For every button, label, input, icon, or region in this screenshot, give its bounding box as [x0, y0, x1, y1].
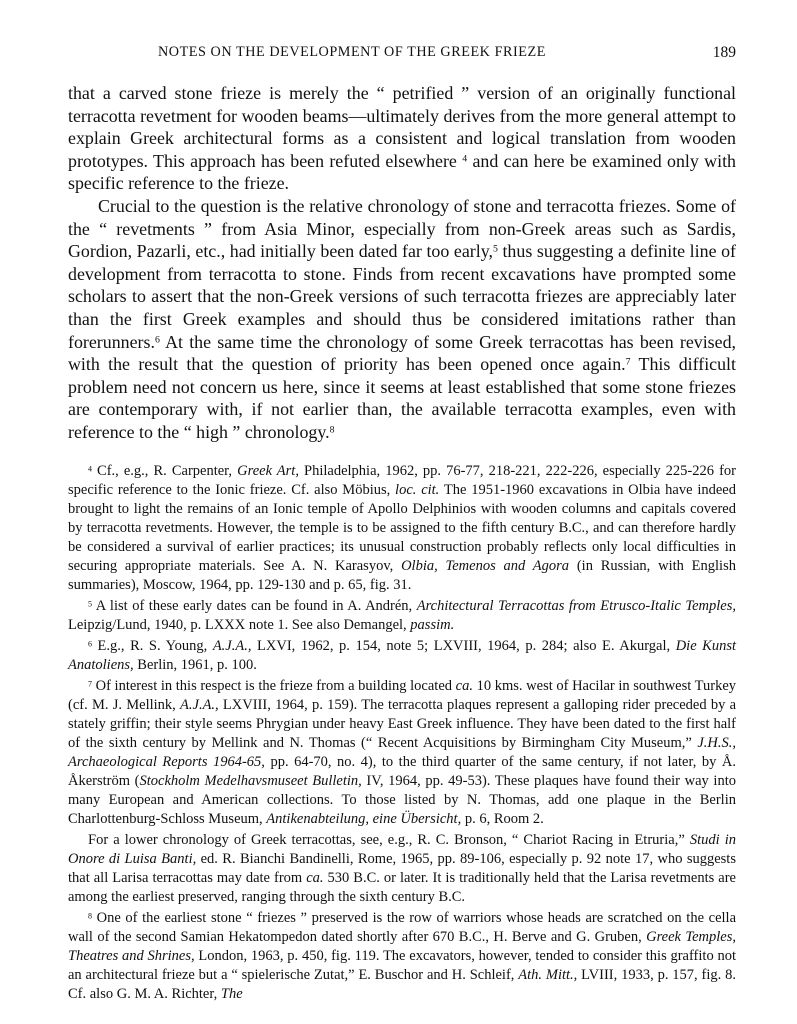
citation-title: Greek Temples, Theatres and Shrines,	[68, 929, 736, 964]
footnote-5-number: 5	[88, 599, 92, 609]
paragraph-2-text-c: At the same time the chronology of some Greek terracottas has been revised, with the result that the question of priority has been opened once again.	[68, 331, 736, 375]
citation-title: Olbia, Temenos and Agora	[401, 558, 570, 574]
footnote-4	[68, 462, 736, 595]
citation-title: Studi in Onore di Luisa Banti,	[68, 832, 736, 867]
note-ref-7: 7	[625, 356, 631, 368]
footnote-text: ed. R. Bianchi Bandinelli, Rome, 1965, pp. 89-106, especially p. 92 note 17, who suggests that all Larisa terracottas may date from	[68, 851, 736, 886]
note-ref-4: 4	[462, 153, 468, 165]
body-text	[68, 82, 736, 444]
paragraph-2	[68, 195, 736, 444]
running-title: NOTES ON THE DEVELOPMENT OF THE GREEK FRIEZE	[158, 44, 546, 60]
citation-title: Greek Art,	[237, 463, 299, 479]
page-number: 189	[712, 44, 736, 61]
citation-title: Die Kunst Anatoliens,	[68, 638, 737, 673]
footnote-text: Philadelphia, 1962, pp. 76-77, 218-221, 222-226, especially 225-226 for specific reference to the Ionic frieze. Cf. also Möbius,	[68, 463, 736, 498]
citation-title: loc. cit.	[395, 482, 440, 498]
footnote-7-number: 7	[88, 679, 92, 689]
footnote-text: For a lower chronology of Greek terracottas, see, e.g., R. C. Bronson, “ Chariot Racing in Etruria,”	[88, 832, 690, 848]
citation-title: A.J.A.,	[212, 638, 252, 654]
paragraph-2-text-a: Crucial to the question is the relative chronology of stone and terracotta friezes. Some of the “ revetments ” from Asia Minor, especially from non-Greek areas such as Sardis, Gordion, Pazarli, etc., had initially been dated far too early,	[68, 195, 736, 262]
note-ref-8: 8	[329, 424, 335, 436]
footnote-4-number: 4	[88, 464, 92, 474]
footnote-text: 530 B.C. or later. It is traditionally held that the Larisa revetments are among the earliest preserved, ranging through the sixth century B.C.	[68, 870, 736, 905]
paragraph-1	[68, 82, 736, 195]
footnote-6	[68, 637, 736, 675]
footnote-8	[68, 909, 736, 1004]
note-ref-6: 6	[154, 334, 160, 346]
footnote-text: IV, 1964, pp. 49-53). These plaques have found their way into many European and American collections. To those listed by N. Thomas, add one plaque in the Berlin Charlottenburg-Schloss Museum,	[68, 773, 736, 827]
footnote-text: Cf., e.g., R. Carpenter,	[91, 463, 238, 479]
footnote-text: A list of these early dates can be found in A. Andrén,	[91, 598, 417, 614]
citation-title: Architectural Terracottas from Etrusco-Italic Temples,	[416, 598, 736, 614]
footnote-5	[68, 597, 736, 635]
citation-title: Ath. Mitt.,	[518, 967, 578, 983]
footnote-7	[68, 677, 736, 829]
footnote-6-number: 6	[88, 639, 92, 649]
paragraph-2-text-d: This difficult problem need not concern us here, since it seems at least established that some stone friezes are contemporary with, if not earlier than, the available terracotta examples, even with reference to the “ high ” chronology.	[68, 354, 736, 442]
citation-title: The	[220, 986, 243, 1002]
footnote-text: 10 kms. west of Hacilar in southwest Turkey (cf. M. J. Mellink,	[68, 678, 737, 713]
running-header	[68, 44, 736, 66]
note-ref-5: 5	[492, 243, 498, 255]
footnote-text: The 1951-1960 excavations in Olbia have indeed brought to light the remains of an Ionic temple of Apollo Delphinios with wooden columns and capitals covered by terracotta revetments. However, the temple is to be assigned to the fifth century B.C., and can therefore hardly be considered a survival of earlier practices; its unusual construction probably reflects only local difficulties in securing appropriate materials. See A. N. Karasyov,	[68, 482, 736, 574]
footnote-text: London, 1963, p. 450, fig. 119. The excavators, however, tended to consider this graffito not an architectural frieze but a “ spielerische Zutat,” E. Buschor and H. Schleif,	[68, 948, 736, 983]
footnote-text: LVIII, 1933, p. 157, fig. 8. Cf. also G. M. A. Richter,	[68, 967, 736, 1002]
footnote-text: (in Russian, with English summaries), Moscow, 1964, pp. 129-130 and p. 65, fig. 31.	[68, 558, 736, 593]
footnote-8-number: 8	[88, 911, 92, 921]
citation-title: passim.	[410, 617, 455, 633]
footnote-text: p. 6, Room 2.	[461, 811, 544, 827]
footnote-text: Leipzig/Lund, 1940, p. LXXX note 1. See also Demangel,	[68, 617, 411, 633]
citation-title: A.J.A.,	[180, 697, 219, 713]
paragraph-1-text-b: and can here be examined only with specific reference to the frieze.	[68, 150, 736, 194]
footnote-text: LXVI, 1962, p. 154, note 5; LXVIII, 1964, p. 284; also E. Akurgal,	[251, 638, 676, 654]
citation-title: ca.	[455, 678, 473, 694]
footnote-text: LXVIII, 1964, p. 159). The terracotta plaques represent a galloping rider preceded by a stately griffin; their style seems Phrygian under heavy East Greek influence. They have been dated to the first half of the sixth century by Mellink and N. Thomas (“ Recent Acquisitions by Birmingham City Museum,”	[68, 697, 736, 751]
footnote-text: Of interest in this respect is the frieze from a building located	[91, 678, 456, 694]
footnote-text: pp. 64-70, no. 4), to the third quarter of the same century, if not later, by Å. Åkerström (	[68, 754, 736, 789]
footnote-text: One of the earliest stone “ friezes ” preserved is the row of warriors whose heads are scratched on the cella wall of the second Samian Hekatompedon dated shortly after 670 B.C., H. Berve and G. Gruben,	[68, 910, 736, 945]
footnote-text: Berlin, 1961, p. 100.	[133, 657, 257, 673]
footnote-text: E.g., R. S. Young,	[91, 638, 213, 654]
paragraph-1-text-a: that a carved stone frieze is merely the “ petrified ” version of an originally functional terracotta revetment for wooden beams—ultimately derives from the more general attempt to explain Greek architectural forms as a consistent and logical translation from wooden prototypes. This approach has been refuted elsewhere	[68, 83, 736, 171]
citation-title: Antikenabteilung, eine Übersicht,	[266, 811, 462, 827]
footnote-7-continued	[68, 831, 736, 907]
paragraph-2-text-b: thus suggesting a definite line of development from terracotta to stone. Finds from recent excavations have prompted some scholars to assert that the non-Greek versions of such terracotta friezes are appreciably later than the first Greek examples and should thus be considered imitations rather than forerunners.	[68, 241, 736, 352]
citation-title: J.H.S., Archaeological Reports 1964-65,	[68, 735, 736, 770]
citation-title: Stockholm Medelhavsmuseet Bulletin,	[139, 773, 362, 789]
citation-title: ca.	[306, 870, 324, 886]
footnotes	[68, 462, 736, 1004]
